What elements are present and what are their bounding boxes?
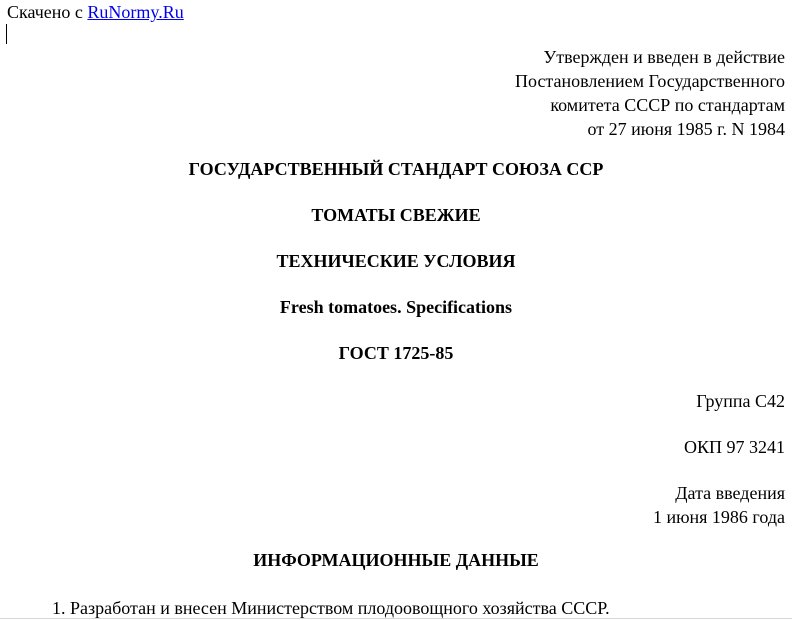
document-subtitle: ТЕХНИЧЕСКИЕ УСЛОВИЯ <box>276 251 516 271</box>
group-label: Группа С42 <box>696 391 785 411</box>
source-link[interactable]: RuNormy.Ru <box>87 2 184 22</box>
approval-line: комитета СССР по стандартам <box>550 95 785 115</box>
approval-line: Утвержден и введен в действие <box>543 47 785 67</box>
approval-block <box>515 45 785 141</box>
page-divider <box>0 618 792 619</box>
approval-line: от 27 июня 1985 г. N 1984 <box>587 119 785 139</box>
english-title: Fresh tomatoes. Specifications <box>279 297 513 317</box>
intro-date-value: 1 июня 1986 года <box>652 507 785 527</box>
okp-label: ОКП 97 3241 <box>683 437 785 457</box>
info-list-item: 1. Разработан и внесен Министерством плодоовощного хозяйства СССР. <box>52 598 610 618</box>
intro-date-label: Дата введения <box>675 483 785 503</box>
approval-line: Постановлением Государственного <box>515 71 785 91</box>
source-line <box>7 1 184 23</box>
document-title: ТОМАТЫ СВЕЖИЕ <box>311 205 481 225</box>
standard-code: ГОСТ 1725-85 <box>338 343 454 363</box>
standard-type-heading: ГОСУДАРСТВЕННЫЙ СТАНДАРТ СОЮЗА ССР <box>188 159 604 179</box>
info-heading: ИНФОРМАЦИОННЫЕ ДАННЫЕ <box>253 550 539 570</box>
source-prefix: Скачено с <box>7 2 88 22</box>
text-cursor <box>6 24 7 44</box>
